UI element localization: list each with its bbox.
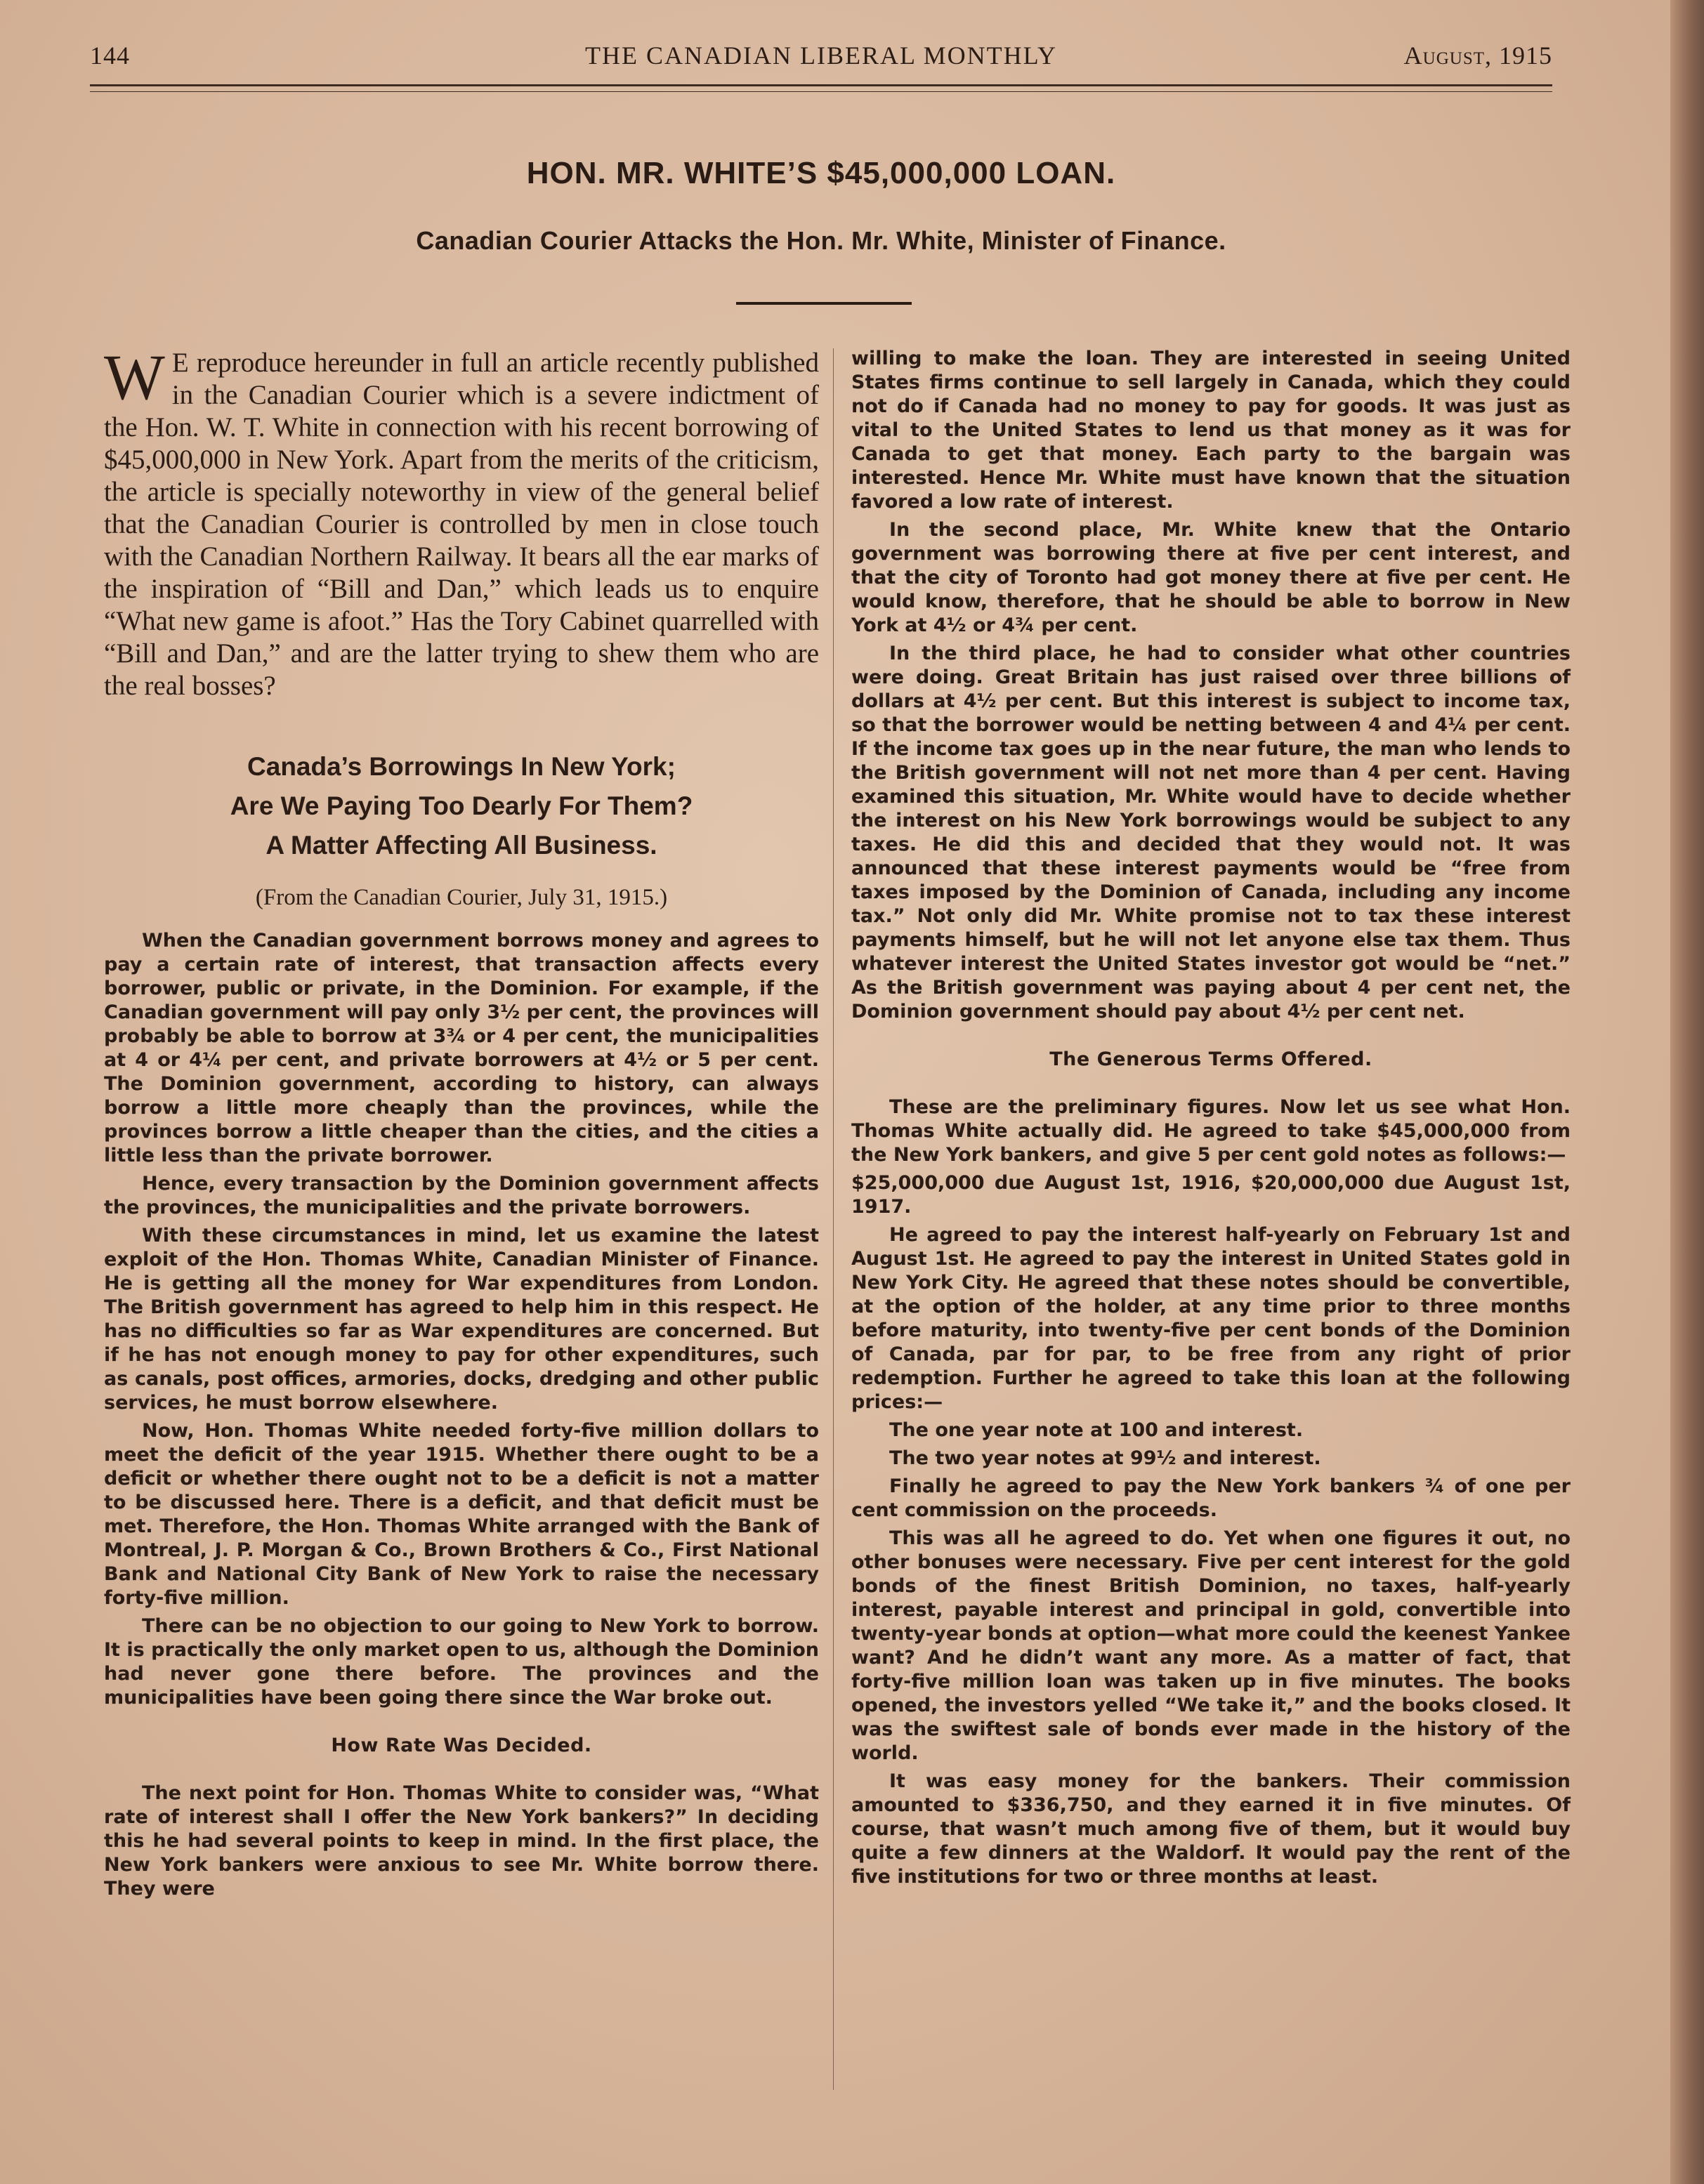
body-paragraph: In the second place, Mr. White knew that the Ontario government was borrowing there at five per cent interest, and that the city of Toronto had got money there at five per cent. He would know, therefore, that he should be able to borrow in New York at 4½ or 4¾ per cent. <box>851 519 1571 636</box>
reprint-heading-line: Are We Paying Too Dearly For Them? <box>230 791 693 820</box>
issue-date: August, 1915 <box>1403 41 1552 70</box>
drop-cap: W <box>104 341 165 413</box>
body-paragraph: Hence, every transaction by the Dominion government affects the provinces, the municipalities and the private borrowers. <box>104 1173 819 1218</box>
article-body-right <box>851 347 1571 1889</box>
source-credit: (From the Canadian Courier, July 31, 1915.) <box>255 885 668 910</box>
section-heading: How Rate Was Decided. <box>331 1735 592 1756</box>
intro-paragraph <box>104 341 819 702</box>
body-paragraph: Now, Hon. Thomas White needed forty-five million dollars to meet the deficit of the year 1915. Whether there ought to be a deficit or whether there ought not to be a deficit is not a matter to be discussed here. There is a deficit, and that deficit must be met. Therefore, the Hon. Thomas White arranged with the Bank of Montreal, J. P. Morgan & Co., Brown Brothers & Co., First National Bank and National City Bank of New York to raise the necessary forty-five million. <box>104 1420 819 1609</box>
reprint-heading-line: Canada’s Borrowings In New York; <box>247 752 676 781</box>
article-body-left <box>104 929 819 1901</box>
body-paragraph: Finally he agreed to pay the New York bankers ¾ of one per cent commission on the proceeds. <box>851 1475 1571 1521</box>
running-header <box>90 41 1552 72</box>
header-rule-thin <box>90 91 1552 92</box>
article-title: HON. MR. WHITE’S $45,000,000 LOAN. <box>526 156 1116 190</box>
column-divider <box>833 348 834 2090</box>
left-column <box>104 341 819 1905</box>
section-heading: The Generous Terms Offered. <box>1049 1048 1372 1070</box>
body-paragraph: The one year note at 100 and interest. <box>889 1419 1304 1441</box>
body-paragraph: In the third place, he had to consider what other countries were doing. Great Britain has just raised over three billions of dollars at 4½ per cent. But this interest is subject to income tax, so that the borrower would be netting between 4 and 4¼ per cent. If the income tax goes up in the near future, the man who lends to the British government will not net more than 4 per cent. Having examined this situation, Mr. White would have to decide whether the interest on his New York borrowings would be subject to any taxes. He did this and decided that they would not. It was announced that these interest payments would be “free from taxes imposed by the Dominion of Canada, including any income tax.” Not only did Mr. White promise not to tax these interest payments himself, but he will not let anyone else tax them. Thus whatever interest the United States investor got would be “net.” As the British government was paying about 4 per cent net, the Dominion government should pay about 4½ per cent net. <box>851 643 1571 1022</box>
header-rule-thick <box>90 84 1552 86</box>
page-edge-shadow <box>1670 0 1704 2184</box>
body-paragraph: He agreed to pay the interest half-yearly on February 1st and August 1st. He agreed to pay the interest in United States gold in New York City. He agreed that these notes should be convertible, at the option of the holder, at any time prior to three months before maturity, into twenty-five per cent bonds of the Dominion of Canada, par for par, to be free from any right of prior redemption. Further he agreed to take this loan at the following prices:— <box>851 1224 1571 1413</box>
body-paragraph: $25,000,000 due August 1st, 1916, $20,000,000 due August 1st, 1917. <box>851 1172 1571 1218</box>
body-paragraph: This was all he agreed to do. Yet when one figures it out, no other bonuses were necessary. Five per cent interest for the gold bonds of the finest British Dominion, no taxes, half-yearly interest, payable interest and principal in gold, convertible into twenty-year bonds at option—what more could the keenest Yankee want? And he didn’t want any more. As a matter of fact, that forty-five million loan was taken up in five minutes. The books opened, the investors yelled “We take it,” and the books closed. It was the swiftest sale of bonds ever made in the history of the world. <box>851 1527 1571 1764</box>
body-paragraph: The next point for Hon. Thomas White to consider was, “What rate of interest shall I offer the New York bankers?” In deciding this he had several points to keep in mind. In the first place, the New York bankers were anxious to see Mr. White borrow there. They were <box>104 1782 819 1900</box>
right-column <box>851 347 1571 1893</box>
magazine-title: THE CANADIAN LIBERAL MONTHLY <box>585 41 1057 70</box>
body-paragraph: willing to make the loan. They are interested in seeing United States firms continue to sell largely in Canada, which they could not do if Canada had no money to pay for goods. It was just as vital to the United States to lend us that money as it was for Canada to get that money. Each party to the bargain was interested. Hence Mr. White must have known that the situation favored a low rate of interest. <box>851 348 1571 513</box>
article-subtitle: Canadian Courier Attacks the Hon. Mr. White, Minister of Finance. <box>416 226 1226 255</box>
body-paragraph: When the Canadian government borrows money and agrees to pay a certain rate of interest, that transaction affects every borrower, public or private, in the Dominion. For example, if the Canadian government will pay only 3½ per cent, the provinces will probably be able to borrow at 3¾ or 4 per cent, the municipalities at 4 or 4¼ per cent, and private borrowers at 4½ or 5 per cent. The Dominion government, according to history, can always borrow a little more cheaply than the provinces, while the provinces borrow a little cheaper than the cities, and the cities a little less than the private borrower. <box>104 930 819 1166</box>
title-divider <box>736 302 912 305</box>
body-paragraph: With these circumstances in mind, let us examine the latest exploit of the Hon. Thomas White, Canadian Minister of Finance. He is getting all the money for War expenditures from London. The British government has agreed to help him in this respect. He has no difficulties so far as War expenditures are concerned. But if he has not enough money to pay for other expenditures, such as canals, post offices, armories, docks, dredging and other public services, he must borrow elsewhere. <box>104 1225 819 1414</box>
body-paragraph: These are the preliminary figures. Now let us see what Hon. Thomas White actually did. He agreed to take $45,000,000 from the New York bankers, and give 5 per cent gold notes as follows:— <box>851 1096 1571 1166</box>
body-paragraph: The two year notes at 99½ and interest. <box>889 1447 1321 1469</box>
reprint-heading <box>104 747 819 865</box>
body-paragraph: There can be no objection to our going to New York to borrow. It is practically the only market open to us, although the Dominion had never gone there before. The provinces and the municipalities have been going there since the War broke out. <box>104 1615 819 1709</box>
reprint-heading-line: A Matter Affecting All Business. <box>266 831 657 860</box>
intro-text: E reproduce hereunder in full an article recently published in the Canadian Courier which is a severe indictment of the Hon. W. T. White in connection with his recent borrowing of $45,000,000 in New York. Apart from the merits of the criticism, the article is specially noteworthy in view of the general belief that the Canadian Courier is controlled by men in close touch with the Canadian Northern Railway. It bears all the ear marks of the inspiration of “Bill and Dan,” which leads us to enquire “What new game is afoot.” Has the Tory Cabinet quarrelled with “Bill and Dan,” and are the latter trying to shew them who are the real bosses? <box>104 348 819 701</box>
body-paragraph: It was easy money for the bankers. Their commission amounted to $336,750, and they earned it in five minutes. Of course, that wasn’t much among five of them, but it would buy quite a few dinners at the Waldorf. It would pay the rent of the five institutions for two or three months at least. <box>851 1770 1571 1888</box>
page-number: 144 <box>90 41 130 70</box>
